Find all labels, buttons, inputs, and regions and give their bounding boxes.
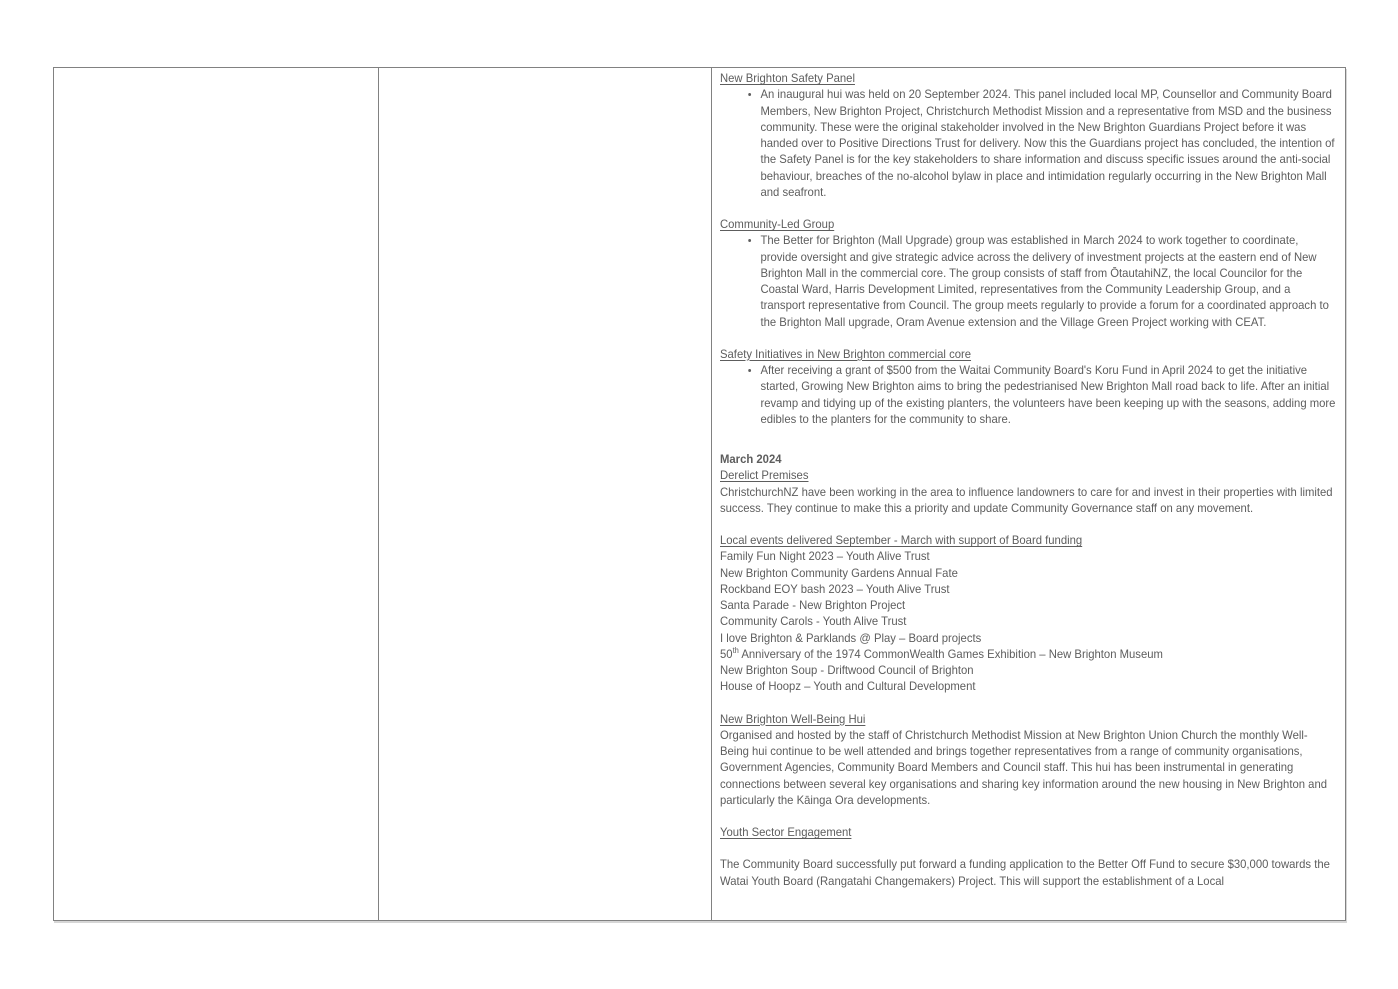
event-item: New Brighton Community Gardens Annual Fate: [720, 565, 958, 580]
report-content: [720, 70, 1336, 889]
event-item: Community Carols - Youth Alive Trust: [720, 614, 907, 629]
event-item: House of Hoopz – Youth and Cultural Development: [720, 679, 976, 694]
paragraph: The Community Board successfully put forward a funding application to the Better Off Fund to secure $30,000 towards the Watai Youth Board (Rangatahi Changemakers) Project. This will support the establishment of a Local: [720, 857, 1330, 888]
paragraph-gap: [720, 808, 1336, 824]
month-heading: March 2024: [720, 452, 782, 466]
bullet-list: [720, 86, 1336, 200]
report-table: [53, 67, 1346, 921]
section-heading-community-led-group: Community-Led Group: [720, 217, 835, 231]
event-item: Santa Parade - New Brighton Project: [720, 598, 906, 612]
section-heading-safety-initiatives: Safety Initiatives in New Brighton commercial core: [720, 346, 972, 361]
section-heading-local-events: Local events delivered September - March with support of Board funding: [720, 533, 1083, 547]
paragraph: ChristchurchNZ have been working in the area to influence landowners to care for and invest in their properties with limited success. They continue to make this a priority and update Community Governance staff on any movement.: [720, 484, 1333, 515]
bullet-list: [720, 232, 1336, 330]
bullet-item: • The Better for Brighton (Mall Upgrade) group was established in March 2024 to work together to coordinate, provide oversight and give strategic advice across the delivery of investment projects at the eastern end of New Brighton Mall in the commercial core. The group consists of staff from ŌtautahiNZ, the local Councilor for the Coastal Ward, Harris Development Limited, representatives from the Community Leadership Group, and a transport representative from Council. The group meets regularly to provide a forum for a coordinated approach to the Brighton Mall upgrade, Oram Avenue extension and the Village Green Project working with CEAT.: [760, 232, 1336, 330]
event-item: Family Fun Night 2023 – Youth Alive Trust: [720, 549, 930, 564]
bullet-item: • An inaugural hui was held on 20 September 2024. This panel included local MP, Counsellor and Community Board Members, New Brighton Project, Christchurch Methodist Mission and a representative from MSD and the business community. These were the original stakeholder involved in the New Brighton Guardians Project before it was handed over to Positive Directions Trust for delivery. Now this the Guardians project has concluded, the intention of the Safety Panel is for the key stakeholders to share information and discuss specific issues around the anti-social behaviour, breaches of the no-alcohol bylaw in place and intimidation regularly occurring in the New Brighton Mall and seafront.: [760, 86, 1336, 200]
section-heading-derelict-premises: Derelict Premises: [720, 468, 809, 483]
bullet-item: • After receiving a grant of $500 from the Waitai Community Board's Koru Fund in April 2024 to get the initiative started, Growing New Brighton aims to bring the pedestrianised New Brighton Mall road back to life. After an initial revamp and tidying up of the existing planters, the volunteers have been keeping up with the seasons, adding more edibles to the planters for the community to share.: [760, 362, 1336, 427]
table-cell-report: [712, 68, 1345, 920]
paragraph-gap: [720, 695, 1336, 711]
event-item-text: Anniversary of the 1974 CommonWealth Games Exhibition – New Brighton Museum: [738, 646, 1163, 661]
event-item: Rockband EOY bash 2023 – Youth Alive Trust: [720, 581, 950, 596]
paragraph: Organised and hosted by the staff of Christchurch Methodist Mission at New Brighton Union Church the monthly Well-Being hui continue to be well attended and brings together representatives from a range of community organisations, Government Agencies, Community Board Members and Council staff. This hui has been instrumental in generating connections between several key organisations and sharing key information around the new housing in New Brighton and particularly the Kāinga Ora developments.: [720, 727, 1328, 807]
event-item: [720, 646, 1336, 662]
section-heading-wellbeing-hui: New Brighton Well-Being Hui: [720, 711, 866, 726]
section-heading-safety-panel: New Brighton Safety Panel: [720, 71, 855, 85]
paragraph-gap: [720, 840, 1336, 856]
paragraph-gap: [720, 516, 1336, 532]
ordinal-suffix: th: [732, 645, 739, 655]
paragraph-gap: [720, 330, 1336, 346]
table-cell-empty-2: [379, 68, 712, 920]
section-heading-youth-sector: Youth Sector Engagement: [720, 825, 852, 839]
table-cell-empty-1: [54, 68, 379, 920]
paragraph-gap: [720, 427, 1336, 451]
paragraph-gap: [720, 200, 1336, 216]
bullet-list: [720, 362, 1336, 427]
event-item: New Brighton Soup - Driftwood Council of Brighton: [720, 663, 974, 677]
event-item-number: 50: [720, 646, 733, 661]
event-item: I love Brighton & Parklands @ Play – Board projects: [720, 630, 982, 645]
